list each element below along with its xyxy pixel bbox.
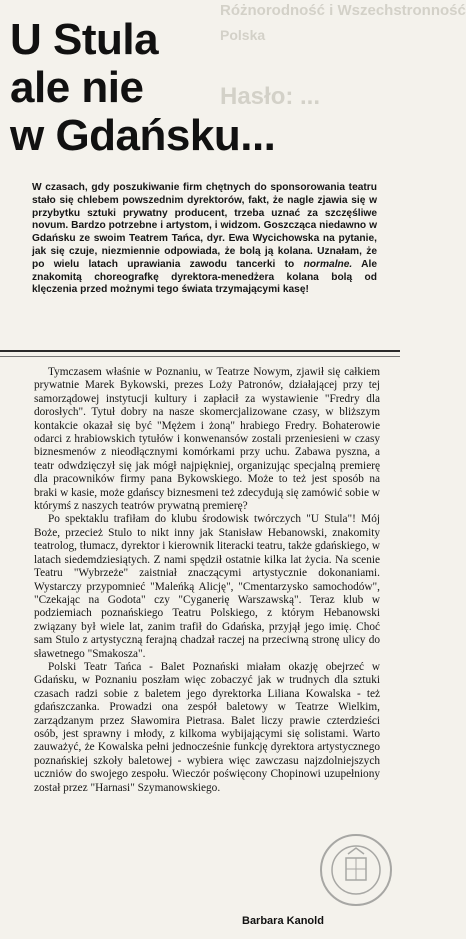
lead-text-1: W czasach, gdy poszukiwanie firm chętnych do sponsorowania teatru stało się chlebem powszednim dyrektorów, fakt, że nagle zjawia się w przybytku sztuki prywatny producent, trzeba uznać za szczęśliwe novum. Bardzo potrzebne i artystom, i widzom. Goszcząca niedawno w Gdańsku ze swoim Teatrem Tańca, dyr. Ewa Wycichowska na pytanie, jak się czuje, niezmiennie odpowiada, że bolą ją kolana. Uznałam, że po wielu latach uprawiania zawodu tancerki to — [32, 182, 377, 270]
lead-italic: normalne. — [303, 258, 353, 270]
ghost-line-1: Różnorodność i Wszechstronność — [220, 2, 466, 19]
ghost-line-3: Hasło: ... — [220, 83, 321, 110]
body-paragraph: Po spektaklu trafiłam do klubu środowisk twórczych "U Stula"! Mój Boże, przecież Stulo to nikt inny jak Stanisław Hebanowski, znakomity teatrolog, tłumacz, dyrektor i kierownik literacki teatru, także gdańskiego, w latach siedemdziesiątych. Z nami spędził ostatnie kilka lat życia. Na scenie Teatru "Wybrzeże" zaistniał znaczącymi artystycznie dokonaniami. Wystarczy przypomnieć "Maleńką Alicję", "Cmentarzysko samochodów", "Czekając na Godota" czy "Cyganerię Warszawską". Teraz klub w podziemiach poznańskiego Teatru Polskiego, z którym Hebanowski związany był wiele lat, zanim trafił do Gdańska, przyjął jego imię. Choć sam Stulo z artystyczną ferajną chadzał raczej na przeciwną stronę ulicy do sławetnego "Smakosza". — [34, 513, 381, 660]
body-paragraph: Tymczasem właśnie w Poznaniu, w Teatrze Nowym, zjawił się całkiem prywatnie Marek Bykowski, prezes Loży Patronów, działającej przy tej samorządowej instytucji kultury i zapłacił za wystawienie "Fredry dla dorosłych". Tytuł dobry na nasze skomercjalizowane czasy, w bliższym kontakcie okazał się być "Mężem i żoną" hrabiego Fredry. Bohaterowie odarci z hrabiowskich tytułów i konwenansów zostali przeniesieni w czasy biznesmenów z nieodłącznymi komórkami przy uchu. Zabawa pyszna, a teatr odwdzięczył się jak mógł najpiękniej, organizując specjalną premierę dla pracowników firmy pana Bykowskiego. Może to też jest sposób na braki w kasie, może gdańscy biznesmeni też zdecydują się zamówić sobie w którymś z naszych teatrów prywatną premierę? — [34, 366, 380, 513]
author-byline: Barbara Kanold — [242, 915, 324, 927]
headline-line-3: w Gdańsku... — [10, 111, 276, 160]
body-paragraph: Polski Teatr Tańca - Balet Poznański miałam okazję obejrzeć w Gdańsku, w Poznaniu poszłam więc zobaczyć jak w trudnych dla sztuki czasach radzi sobie z baletem jego dyrektorka Liliana Kowalska - też gdańszczanka. Prowadzi ona zespół baletowy w Teatrze Wielkim, zarządzanym przez Sławomira Pietrasa. Balet liczy prawie czterdzieści osób, jest sprawny i młody, z kilkoma wybijającymi się solistami. Warto zauważyć, że Kowalska pełni jednocześnie funkcję dyrektora artystycznego poznańskiej szkoły baletowej - wybiera więc zawczasu najzdolniejszych uczniów do swojego zespołu. Wieczór poświęcony Chopinowi uzupełniony został przez "Harnasi" Szymanowskiego. — [34, 660, 380, 794]
article-body — [34, 366, 380, 795]
ghost-line-2: Polska — [220, 27, 266, 43]
lead-text-2: Ale znakomitą choreografkę dyrektora-menedżera kolana bolą od klęczenia przed możnymi tego świata trzymającymi kasę! — [32, 258, 378, 296]
article-headline — [10, 16, 390, 160]
headline-line-1: U Stula — [10, 15, 159, 64]
archive-stamp-icon — [318, 832, 394, 908]
divider-rule-thin — [0, 356, 400, 357]
headline-line-2: ale nie — [10, 63, 144, 112]
divider-rule — [0, 350, 400, 352]
article-lead — [32, 182, 377, 297]
